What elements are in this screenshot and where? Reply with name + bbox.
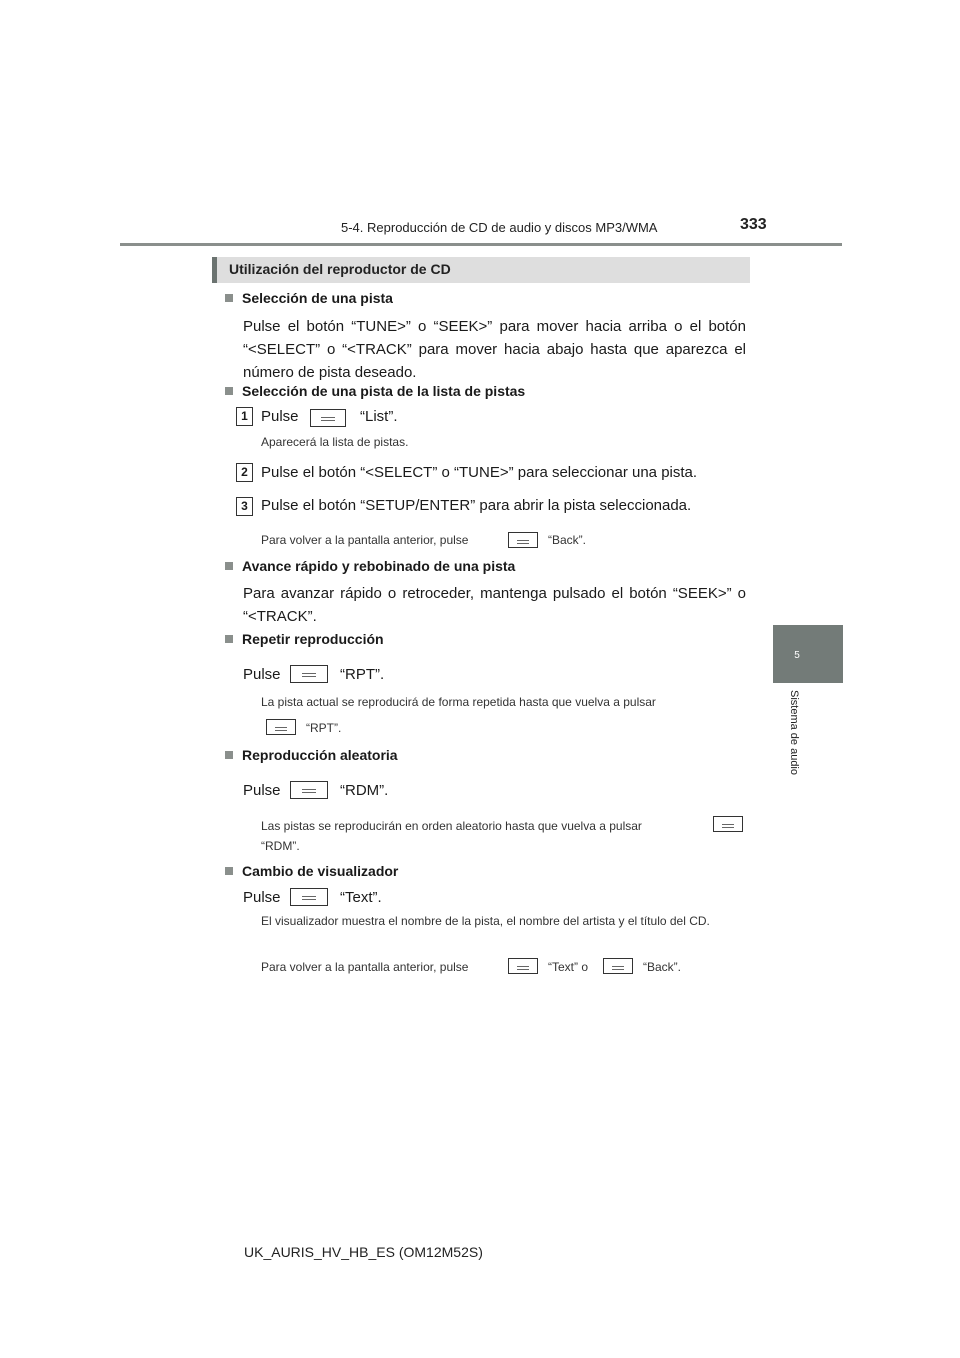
list-button-icon bbox=[310, 409, 346, 427]
paragraph-fast-forward: Para avanzar rápido o retroceder, mantenga pulsado el botón “SEEK>” o “<TRACK”. bbox=[243, 585, 746, 625]
display-pre: Pulse bbox=[243, 889, 281, 906]
random-post: “RDM”. bbox=[340, 782, 389, 799]
rdm-button-icon bbox=[290, 781, 328, 799]
section-heading: Utilización del reproductor de CD bbox=[229, 261, 451, 277]
heading-track-list: Selección de una pista de la lista de pistas bbox=[225, 383, 525, 399]
section-title-header: 5-4. Reproducción de CD de audio y discos MP3/WMA bbox=[341, 220, 658, 235]
step1-post: “List”. bbox=[360, 408, 398, 425]
back-button-icon-small bbox=[603, 958, 633, 974]
step2-text: Pulse el botón “<SELECT” o “TUNE>” para seleccionar una pista. bbox=[261, 464, 698, 481]
text-button-icon bbox=[290, 888, 328, 906]
repeat-post: “RPT”. bbox=[340, 666, 385, 683]
square-bullet-icon bbox=[225, 751, 233, 759]
rpt-button-icon bbox=[290, 665, 328, 683]
heading-random: Reproducción aleatoria bbox=[225, 747, 398, 763]
step3-text: Pulse el botón “SETUP/ENTER” para abrir la pista seleccionada. bbox=[261, 497, 692, 514]
random-pre: Pulse bbox=[243, 782, 281, 799]
chapter-number: 5 bbox=[794, 650, 800, 661]
square-bullet-icon bbox=[225, 635, 233, 643]
document-code: UK_AURIS_HV_HB_ES (OM12M52S) bbox=[244, 1244, 483, 1260]
square-bullet-icon bbox=[225, 867, 233, 875]
step-number-2: 2 bbox=[236, 463, 253, 482]
display-post: “Text”. bbox=[340, 889, 382, 906]
back-note-post: “Back”. bbox=[548, 533, 587, 547]
step-number-1: 1 bbox=[236, 407, 253, 426]
header-divider bbox=[120, 243, 842, 246]
repeat-note-post: “RPT”. bbox=[306, 721, 342, 735]
random-note: Las pistas se reproducirán en orden aleatorio hasta que vuelva a pulsar bbox=[261, 819, 642, 833]
step1-pre: Pulse bbox=[261, 408, 299, 425]
square-bullet-icon bbox=[225, 562, 233, 570]
chapter-label bbox=[780, 690, 810, 810]
display-back-post: “Back”. bbox=[643, 960, 682, 974]
repeat-pre: Pulse bbox=[243, 666, 281, 683]
heading-fast-forward: Avance rápido y rebobinado de una pista bbox=[225, 558, 515, 574]
section-heading-bar bbox=[212, 257, 750, 283]
text-button-icon-small bbox=[508, 958, 538, 974]
paragraph-select-track: Pulse el botón “TUNE>” o “SEEK>” para mover hacia arriba o el botón “<SELECT” o “<TRACK” para mover hacia abajo hasta que aparezca el número de pista deseado. bbox=[243, 318, 746, 381]
chapter-label-text: Sistema de audio bbox=[788, 690, 800, 775]
square-bullet-icon bbox=[225, 294, 233, 302]
back-button-icon bbox=[508, 532, 538, 548]
display-back-pre: Para volver a la pantalla anterior, pulse bbox=[261, 960, 469, 974]
chapter-tab bbox=[773, 625, 843, 683]
page-number: 333 bbox=[740, 216, 767, 233]
heading-select-track: Selección de una pista bbox=[225, 290, 393, 306]
random-note-post: “RDM”. bbox=[261, 839, 300, 853]
display-back-mid: “Text” o bbox=[548, 960, 589, 974]
rdm-button-icon-small bbox=[713, 816, 743, 832]
rpt-button-icon-small bbox=[266, 719, 296, 735]
step-number-3: 3 bbox=[236, 497, 253, 516]
heading-repeat: Repetir reproducción bbox=[225, 631, 384, 647]
repeat-note: La pista actual se reproducirá de forma repetida hasta que vuelva a pulsar bbox=[261, 695, 656, 709]
square-bullet-icon bbox=[225, 387, 233, 395]
step1-note: Aparecerá la lista de pistas. bbox=[261, 435, 409, 449]
display-note: El visualizador muestra el nombre de la pista, el nombre del artista y el título del CD. bbox=[261, 914, 710, 928]
back-note-pre: Para volver a la pantalla anterior, pulse bbox=[261, 533, 469, 547]
heading-display: Cambio de visualizador bbox=[225, 863, 398, 879]
